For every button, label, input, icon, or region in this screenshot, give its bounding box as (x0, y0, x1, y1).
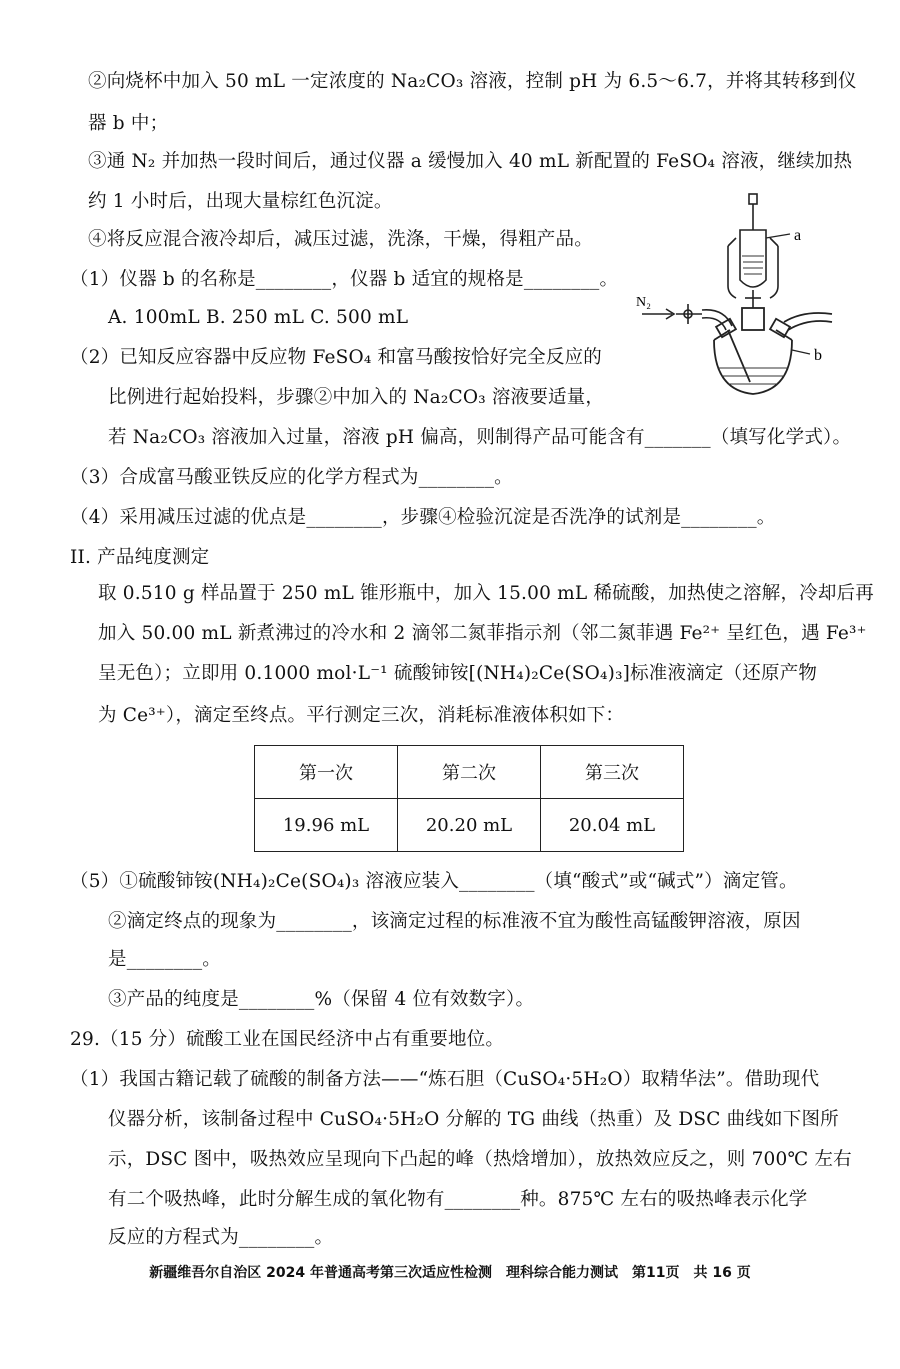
label-a: a (794, 227, 802, 244)
text-line-l20: 是________。 (108, 949, 222, 970)
text-line-l1: ②向烧杯中加入 50 mL 一定浓度的 Na₂CO₃ 溶液，控制 pH 为 6.5～6.7，并将其转移到仪 (88, 71, 857, 92)
text-line-l19: ②滴定终点的现象为________，该滴定过程的标准液不宜为酸性高锰酸钾溶液，原因 (108, 911, 801, 932)
text-line-l4: 约 1 小时后，出现大量棕红色沉淀。 (88, 191, 393, 212)
flask-liquid (718, 368, 788, 384)
text-line-l10: 若 Na₂CO₃ 溶液加入过量，溶液 pH 偏高，则制得产品可能含有_______（填写化学式）。 (108, 427, 852, 448)
dropping-funnel (728, 194, 778, 308)
table-header-cell: 第二次 (398, 746, 541, 799)
table-header-cell: 第三次 (541, 746, 684, 799)
funnel-liquid (742, 256, 764, 274)
titration-volume-table (254, 745, 684, 852)
text-line-l22: 29.（15 分）硫酸工业在国民经济中占有重要地位。 (70, 1029, 505, 1050)
table-cell: 20.04 mL (541, 799, 684, 852)
text-line-l13: II. 产品纯度测定 (70, 547, 210, 568)
text-line-l16: 呈无色）；立即用 0.1000 mol·L⁻¹ 硫酸铈铵[(NH₄)₂Ce(SO₄)₃]标准液滴定（还原产物 (98, 663, 818, 684)
text-line-l11: （3）合成富马酸亚铁反应的化学方程式为________。 (70, 467, 513, 488)
text-line-l2: 器 b 中； (88, 113, 169, 134)
table-row (255, 799, 684, 852)
text-line-l14: 取 0.510 g 样品置于 250 mL 锥形瓶中，加入 15.00 mL 稀硫酸，加热使之溶解，冷却后再 (98, 583, 874, 604)
text-line-l26: 有二个吸热峰，此时分解生成的氧化物有________种。875℃ 左右的吸热峰表示化学 (108, 1189, 808, 1210)
table-cell: 19.96 mL (255, 799, 398, 852)
text-line-l24: 仪器分析，该制备过程中 CuSO₄·5H₂O 分解的 TG 曲线（热重）及 DSC 曲线如下图所 (108, 1109, 839, 1130)
text-line-l8: （2）已知反应容器中反应物 FeSO₄ 和富马酸按恰好完全反应的 (70, 347, 602, 368)
text-line-l15: 加入 50.00 mL 新煮沸过的冷水和 2 滴邻二氮菲指示剂（邻二氮菲遇 Fe²⁺ 呈红色，遇 Fe³⁺ (98, 623, 867, 644)
text-line-l25: 示，DSC 图中，吸热效应呈现向下凸起的峰（热焓增加），放热效应反之，则 700℃ 左右 (108, 1149, 852, 1170)
label-b: b (814, 347, 822, 364)
text-line-l23: （1）我国古籍记载了硫酸的制备方法——“炼石胆（CuSO₄·5H₂O）取精华法”。借助现代 (70, 1069, 820, 1090)
table-header-row (255, 746, 684, 799)
text-line-l27: 反应的方程式为________。 (108, 1227, 334, 1248)
text-line-l21: ③产品的纯度是________%（保留 4 位有效数字）。 (108, 989, 535, 1010)
text-line-l9: 比例进行起始投料，步骤②中加入的 Na₂CO₃ 溶液要适量， (108, 387, 605, 408)
text-line-l17: 为 Ce³⁺），滴定至终点。平行测定三次，消耗标准液体积如下： (98, 705, 625, 726)
text-line-l6: （1）仪器 b 的名称是________，仪器 b 适宜的规格是________。 (70, 269, 619, 290)
text-line-l5: ④将反应混合液冷却后，减压过滤，洗涤，干燥，得粗产品。 (88, 229, 593, 250)
text-line-l7: A. 100mL B. 250 mL C. 500 mL (108, 307, 409, 328)
text-line-l18: （5）①硫酸铈铵(NH₄)₂Ce(SO₄)₃ 溶液应装入________（填“酸式”或“碱式”）滴定管。 (70, 871, 798, 892)
label-n2: N₂ (636, 295, 651, 310)
text-line-l12: （4）采用减压过滤的优点是________，步骤④检验沉淀是否洗净的试剂是________。 (70, 507, 776, 528)
page-footer: 新疆维吾尔自治区 2024 年普通高考第三次适应性检测 理科综合能力测试 第11页 共 16 页 (149, 1265, 751, 1281)
table-cell: 20.20 mL (398, 799, 541, 852)
table-header-cell: 第一次 (255, 746, 398, 799)
reaction-apparatus-diagram (632, 190, 872, 410)
text-line-l3: ③通 N₂ 并加热一段时间后，通过仪器 a 缓慢加入 40 mL 新配置的 FeSO₄ 溶液，继续加热 (88, 151, 853, 172)
